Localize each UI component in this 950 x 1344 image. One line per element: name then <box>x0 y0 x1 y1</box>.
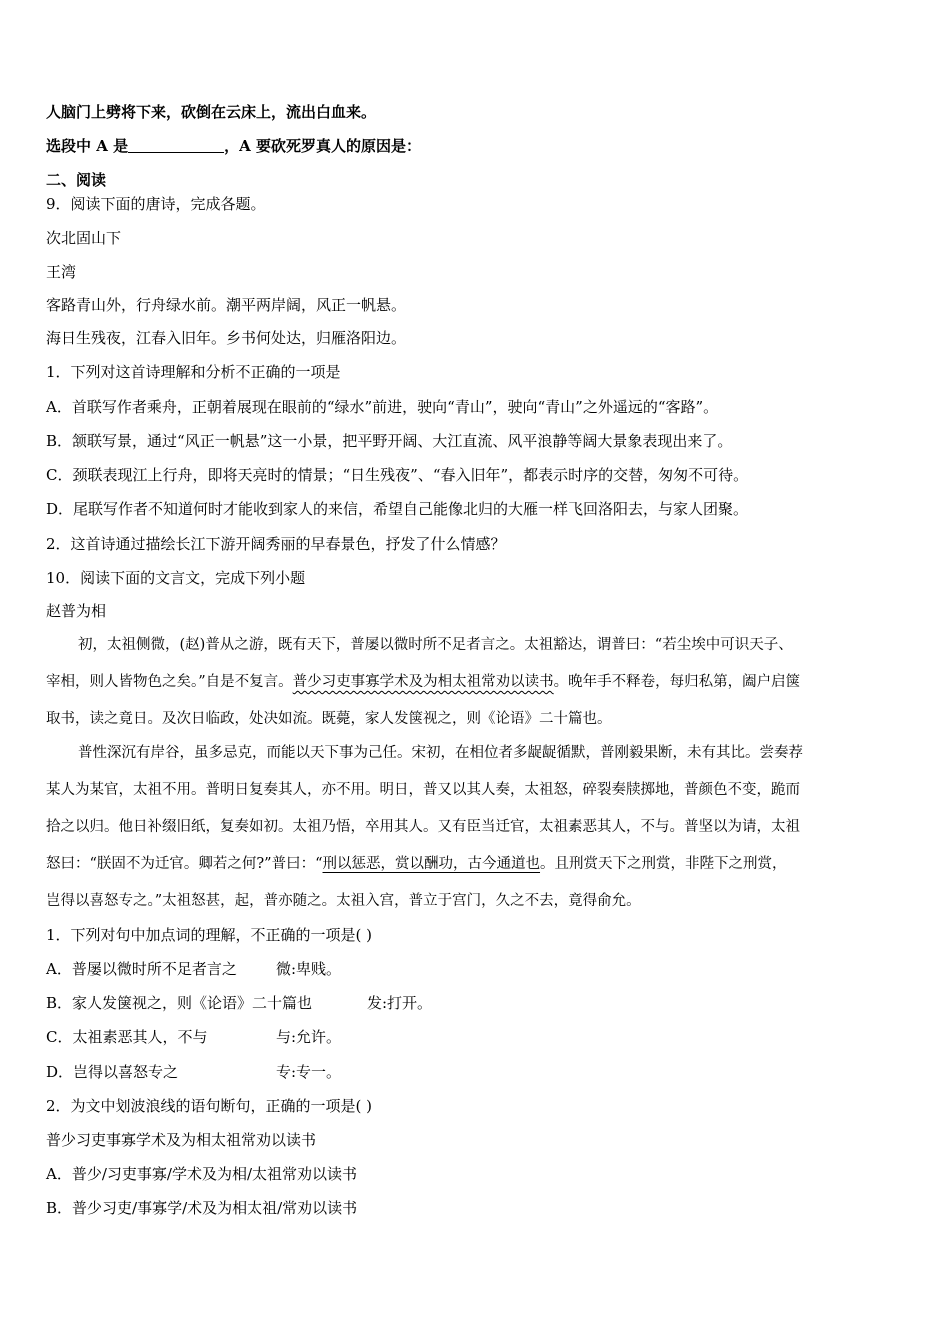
q10-option-c <box>46 1027 906 1047</box>
passage-p1-line-2 <box>46 672 906 692</box>
passage-p2-line-1: 普性深沉有岸谷，虽多忌克，而能以天下事为己任。宋初，在相位者多龊龊循默，普刚毅果断，未有其比。尝奏荐 <box>78 745 803 761</box>
passage-p1-line-1: 初，太祖侧微，(赵)普从之游，既有天下，普屡以微时所不足者言之。太祖豁达，谓普曰：“若尘埃中可识天子、 <box>78 637 793 653</box>
q9-option-b: B．颔联写景，通过“风正一帆悬”这一小景，把平野开阔、大江直流、风平浪静等阔大景象表现出来了。 <box>46 432 733 450</box>
poem-line-2: 海日生残夜，江春入旧年。乡书何处达，归雁洛阳边。 <box>46 329 407 347</box>
q10-sub2-option-b: B．普少习吏/事寡学/术及为相太祖/常劝以读书 <box>46 1199 358 1217</box>
q9-intro: 9．阅读下面的唐诗，完成各题。 <box>46 195 266 213</box>
q9-option-d: D．尾联写作者不知道何时才能收到家人的来信，希望自己能像北归的大雁一样飞回洛阳去，与家人团聚。 <box>46 500 749 518</box>
top-question-post: ，A 要砍死罗真人的原因是： <box>224 137 421 155</box>
passage-p2-line-4 <box>46 854 906 874</box>
p1-l2-pre: 宰相，则人皆物色之矣。”自是不复言。 <box>46 674 293 690</box>
poem-author: 王湾 <box>46 263 77 281</box>
underlined-sentence: 刑以惩恶，赏以酬功，古今通道也 <box>322 856 541 872</box>
passage-p2-line-3: 拾之以归。他日补缀旧纸，复奏如初。太祖乃悟，卒用其人。又有臣当迁官，太祖素恶其人，不与。普坚以为请，太祖 <box>46 819 800 835</box>
q9-option-c: C．颈联表现江上行舟，即将天亮时的情景；“日生残夜”、“春入旧年”，都表示时序的交替，匆匆不可待。 <box>46 466 749 484</box>
q10-sub2: 2．为文中划波浪线的语句断句，正确的一项是( ) <box>46 1097 373 1115</box>
top-line-1: 人脑门上劈将下来，砍倒在云床上，流出白血来。 <box>46 103 377 121</box>
passage-p2-line-2: 某人为某官，太祖不用。普明日复奏其人，亦不用。明日，普又以其人奏，太祖怒，碎裂奏牍掷地，普颜色不变，跪而 <box>46 782 800 798</box>
q10-option-a-gloss: 微:卑贱。 <box>276 960 342 978</box>
q10-option-b-gloss: 发:打开。 <box>367 994 433 1012</box>
answer-blank[interactable] <box>128 138 224 153</box>
passage-title: 赵普为相 <box>46 602 107 620</box>
q10-option-a-text: A．普屡以微时所不足者言之 <box>46 960 237 978</box>
q10-sub2-option-a: A．普少/习吏事寡/学术及为相/太祖常劝以读书 <box>46 1165 357 1183</box>
q9-sub1: 1．下列对这首诗理解和分析不正确的一项是 <box>46 363 341 381</box>
q9-option-a: A．首联写作者乘舟，正朝着展现在眼前的“绿水”前进，驶向“青山”，驶向“青山”之外遥远的“客路”。 <box>46 398 719 416</box>
q10-option-b-text: B．家人发箧视之，则《论语》二十篇也 <box>46 994 313 1012</box>
q10-target-sentence: 普少习吏事寡学术及为相太祖常劝以读书 <box>46 1131 317 1149</box>
p2-l4-pre: 怒曰：“朕固不为迁官。卿若之何?”普曰：“ <box>46 856 323 872</box>
q10-intro: 10．阅读下面的文言文，完成下列小题 <box>46 569 306 587</box>
q10-option-d-gloss: 专:专一。 <box>276 1063 342 1081</box>
q10-option-b <box>46 993 906 1013</box>
top-question-pre: 选段中 A 是 <box>46 137 129 155</box>
passage-p1-line-3: 取书，读之竟日。及次日临政，处决如流。既薨，家人发箧视之，则《论语》二十篇也。 <box>46 711 612 727</box>
q9-sub2: 2．这首诗通过描绘长江下游开阔秀丽的早春景色，抒发了什么情感？ <box>46 535 506 553</box>
poem-title: 次北固山下 <box>46 229 122 247</box>
q10-sub1: 1．下列对句中加点词的理解，不正确的一项是( ) <box>46 926 373 944</box>
q10-option-c-gloss: 与:允许。 <box>276 1028 342 1046</box>
wavy-sentence: 普少习吏事寡学术及为相太祖常劝以读书 <box>292 674 554 690</box>
section-heading: 二、阅读 <box>46 171 107 189</box>
p2-l4-post: 。且刑赏天下之刑赏，非陛下之刑赏， <box>540 856 787 872</box>
q10-option-a <box>46 959 906 979</box>
q10-option-c-text: C．太祖素恶其人，不与 <box>46 1028 208 1046</box>
q10-option-d <box>46 1062 906 1082</box>
top-question-line <box>46 136 906 156</box>
q10-option-d-text: D．岂得以喜怒专之 <box>46 1063 179 1081</box>
passage-p2-line-5: 岂得以喜怒专之。”太祖怒甚，起，普亦随之。太祖入宫，普立于宫门，久之不去，竟得俞允。 <box>46 893 641 909</box>
p1-l2-post: 。晚年手不释卷，每归私第，阖户启箧 <box>553 674 801 690</box>
poem-line-1: 客路青山外，行舟绿水前。潮平两岸阔，风正一帆悬。 <box>46 296 407 314</box>
